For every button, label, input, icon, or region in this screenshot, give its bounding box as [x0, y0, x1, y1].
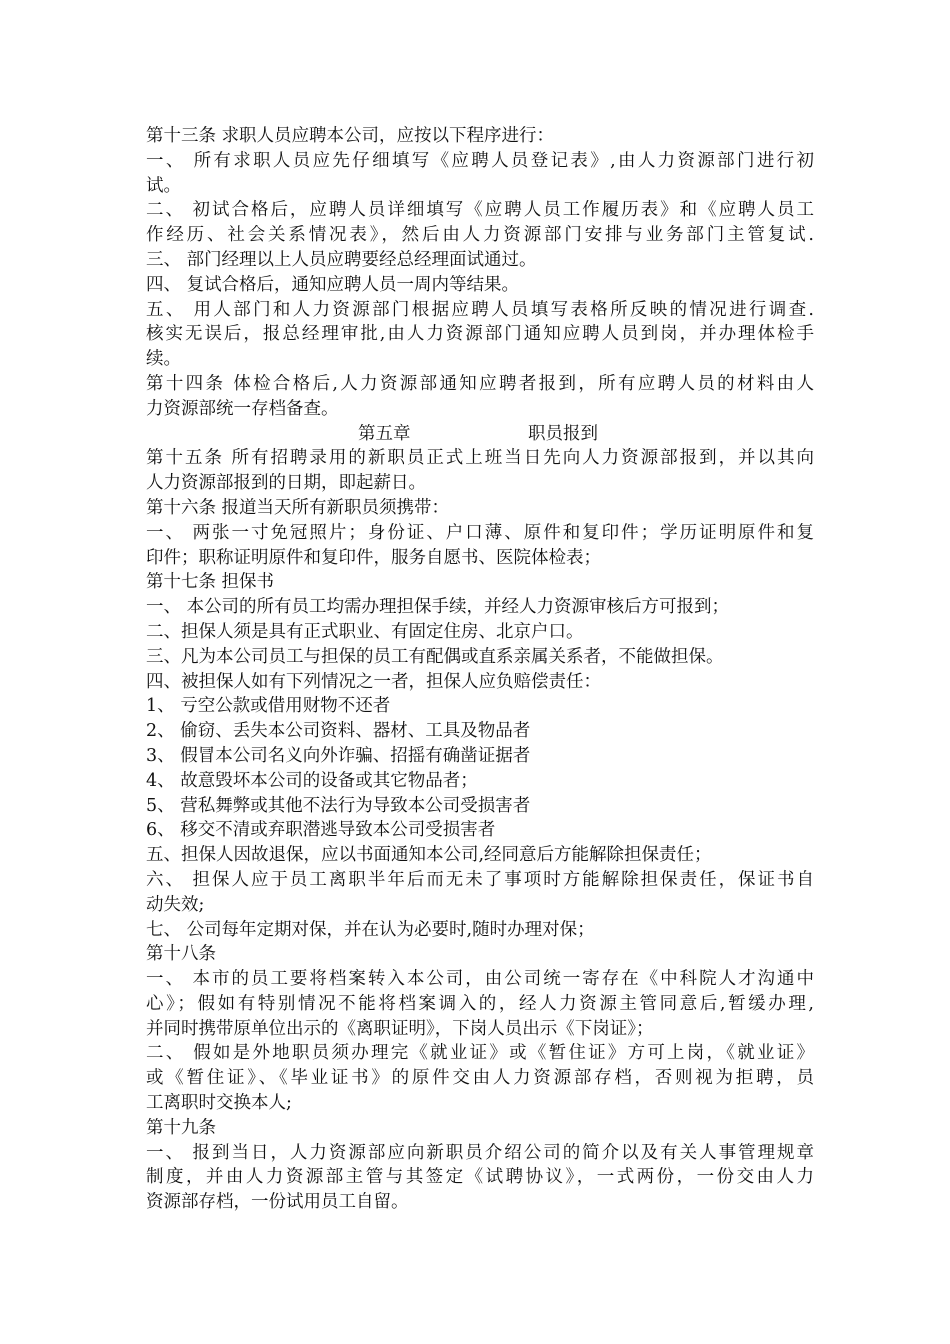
text-line: 第十六条 报道当天所有新职员须携带：	[146, 497, 450, 518]
text-line: 3、 假冒本公司名义向外诈骗、招摇有确凿证据者	[146, 745, 531, 766]
chapter-heading	[146, 422, 814, 447]
document-page	[146, 124, 814, 1215]
text-line: 四、 复试合格后，通知应聘人员一周内等结果。	[146, 274, 520, 295]
text-line: 6、 移交不清或弃职潜逃导致本公司受损害者	[146, 820, 496, 841]
text-line: 二、 初试合格后，应聘人员详细填写《应聘人员工作履历表》和《应聘人员工	[146, 200, 814, 221]
text-line: 一、 本公司的所有员工均需办理担保手续，并经人力资源审核后方可报到；	[146, 597, 730, 618]
text-line: 第十四条 体检合格后,人力资源部通知应聘者报到，所有应聘人员的材料由人	[146, 373, 814, 394]
text-line: 核实无误后，报总经理审批,由人力资源部门通知应聘人员到岗，并办理体检手	[146, 324, 814, 345]
text-line: 4、 故意毁坏本公司的设备或其它物品者；	[146, 770, 478, 791]
text-line: 试。	[146, 175, 181, 196]
text-line: 二、担保人须是具有正式职业、有固定住房、北京户口。	[146, 621, 584, 642]
chapter-title: 职员报到	[528, 423, 598, 444]
text-block-chapter-5	[146, 446, 814, 1215]
text-line: 资源部存档，一份试用员工自留。	[146, 1192, 409, 1213]
text-line: 一、 本市的员工要将档案转入本公司，由公司统一寄存在《中科院人才沟通中	[146, 969, 814, 990]
text-line: 或《暂住证》、《毕业证书》的原件交由人力资源部存档，否则视为拒聘，员	[146, 1068, 814, 1089]
text-line: 第十八条	[146, 944, 216, 965]
text-line: 制度，并由人力资源部主管与其签定《试聘协议》，一式两份，一份交由人力	[146, 1167, 814, 1188]
text-line: 一、 所有求职人员应先仔细填写《应聘人员登记表》,由人力资源部门进行初	[146, 150, 814, 171]
text-line: 动失效;	[146, 894, 205, 915]
text-line: 三、 部门经理以上人员应聘要经总经理面试通过。	[146, 249, 537, 270]
text-line: 三、凡为本公司员工与担保的员工有配偶或直系亲属关系者，不能做担保。	[146, 646, 724, 667]
text-line: 一、 两张一寸免冠照片；身份证、户口薄、原件和复印件；学历证明原件和复	[146, 522, 814, 543]
text-line: 五、担保人因故退保，应以书面通知本公司,经同意后方能解除担保责任；	[146, 845, 712, 866]
text-line: 五、 用人部门和人力资源部门根据应聘人员填写表格所反映的情况进行调查.	[146, 299, 814, 320]
text-line: 人力资源部报到的日期，即起薪日。	[146, 473, 426, 494]
text-line: 第十五条 所有招聘录用的新职员正式上班当日先向人力资源部报到，并以其向	[146, 448, 814, 469]
text-line: 六、 担保人应于员工离职半年后而无未了事项时方能解除担保责任，保证书自	[146, 869, 814, 890]
text-line: 2、 偷窃、丢失本公司资料、器材、工具及物品者	[146, 721, 531, 742]
text-line: 第十九条	[146, 1117, 216, 1138]
text-line: 印件；职称证明原件和复印件，服务自愿书、医院体检表；	[146, 547, 601, 568]
text-line: 5、 营私舞弊或其他不法行为导致本公司受损害者	[146, 795, 531, 816]
text-line: 四、被担保人如有下列情况之一者，担保人应负赔偿责任：	[146, 671, 601, 692]
text-line: 续。	[146, 349, 181, 370]
text-block-chapter-4	[146, 124, 814, 422]
text-line: 力资源部统一存档备查。	[146, 398, 339, 419]
chapter-number: 第五章	[358, 423, 411, 444]
text-line: 工离职时交换本人;	[146, 1093, 292, 1114]
text-line: 作经历、社会关系情况表》，然后由人力资源部门安排与业务部门主管复试.	[146, 225, 814, 246]
text-line: 二、 假如是外地职员须办理完《就业证》或《暂住证》方可上岗，《就业证》	[146, 1043, 814, 1064]
text-line: 1、 亏空公款或借用财物不还者	[146, 696, 391, 717]
text-line: 一、 报到当日，人力资源部应向新职员介绍公司的简介以及有关人事管理规章	[146, 1142, 814, 1163]
text-line: 七、 公司每年定期对保，并在认为必要时,随时办理对保；	[146, 919, 595, 940]
text-line: 第十三条 求职人员应聘本公司，应按以下程序进行：	[146, 126, 555, 146]
text-line: 第十七条 担保书	[146, 572, 275, 593]
text-line: 心》；假如有特别情况不能将档案调入的，经人力资源主管同意后,暂缓办理,	[146, 993, 814, 1014]
text-line: 并同时携带原单位出示的《离职证明》，下岗人员出示《下岗证》；	[146, 1018, 654, 1039]
